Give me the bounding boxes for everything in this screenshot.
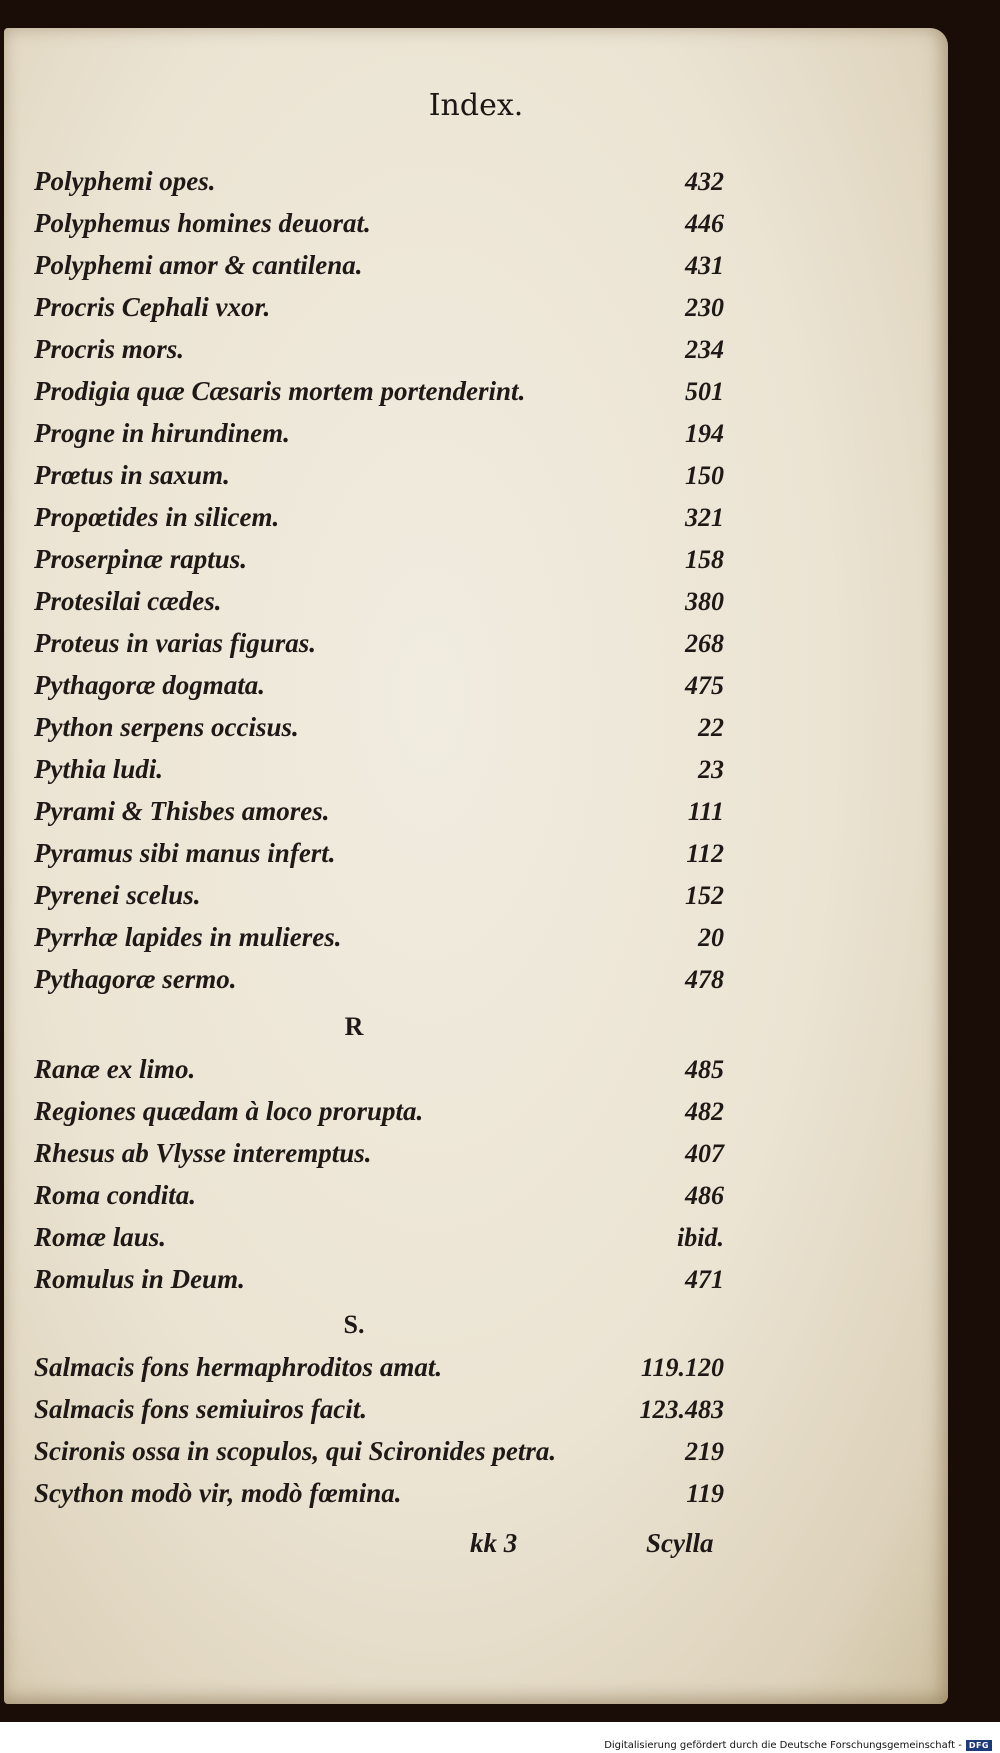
index-entry [34, 376, 724, 407]
entry-page: 471 [685, 1265, 724, 1294]
index-entry [34, 418, 724, 449]
index-entry [34, 250, 724, 281]
entry-text: Pyrami & Thisbes amores. [34, 796, 330, 826]
index-entry [34, 544, 724, 575]
credit-text: Digitalisierung gefördert durch die Deutsche Forschungsgemeinschaft - [604, 1740, 962, 1751]
index-entry [34, 712, 724, 743]
entry-text: Pyramus sibi manus infert. [34, 838, 336, 868]
index-entry [34, 1180, 724, 1211]
entry-text: Romæ laus. [34, 1222, 167, 1252]
entry-text: Salmacis fons hermaphroditos amat. [34, 1352, 443, 1382]
entry-text: Ranæ ex limo. [34, 1054, 196, 1084]
entry-text: Scython modò vir, modò fœmina. [34, 1478, 402, 1508]
entry-page: 119.120 [640, 1353, 724, 1382]
entry-page: 234 [685, 335, 724, 364]
entry-page: 482 [685, 1097, 724, 1126]
entry-text: Procris Cephali vxor. [34, 292, 271, 322]
entry-text: Proserpinæ raptus. [34, 544, 248, 574]
entry-page: 152 [685, 881, 724, 910]
book-page [4, 28, 948, 1704]
section-letter-r: R [344, 1012, 364, 1041]
entry-page: 20 [698, 923, 724, 952]
page-header: Index. [428, 88, 524, 123]
entry-text: Progne in hirundinem. [34, 418, 290, 448]
entry-text: Pythia ludi. [34, 754, 164, 784]
entry-page: 23 [698, 755, 724, 784]
entry-text: Prœtus in saxum. [34, 460, 230, 490]
entry-text: Roma condita. [34, 1180, 197, 1210]
index-entry [34, 1054, 724, 1085]
entry-page: 123.483 [639, 1395, 724, 1424]
dfg-logo: DFG [966, 1740, 992, 1751]
entry-text: Proteus in varias figuras. [34, 628, 317, 658]
index-entry [34, 1138, 724, 1169]
index-entry [34, 586, 724, 617]
entry-text: Polyphemi opes. [34, 166, 216, 196]
index-entry [34, 754, 724, 785]
index-entry [34, 292, 724, 323]
entry-text: Salmacis fons semiuiros facit. [34, 1394, 368, 1424]
index-entry [34, 1096, 724, 1127]
index-entry [34, 964, 724, 995]
entry-page: 158 [685, 545, 724, 574]
entry-page: 501 [685, 377, 724, 406]
index-entry [34, 1222, 724, 1253]
index-entry [34, 166, 724, 197]
entry-page: 194 [685, 419, 724, 448]
index-entry [34, 838, 724, 869]
entry-text: Rhesus ab Vlysse interemptus. [34, 1138, 372, 1168]
entry-text: Propœtides in silicem. [34, 502, 280, 532]
index-entry [34, 628, 724, 659]
entry-text: Romulus in Deum. [34, 1264, 245, 1294]
entry-page: 119 [686, 1479, 724, 1508]
index-entry [34, 796, 724, 827]
entry-text: Python serpens occisus. [34, 712, 299, 742]
catchword: Scylla [646, 1528, 714, 1558]
entry-text: Polyphemi amor & cantilena. [34, 250, 363, 280]
entry-text: Pythagoræ dogmata. [34, 670, 266, 700]
entry-text: Procris mors. [34, 334, 185, 364]
index-entry [34, 1394, 724, 1425]
entry-page: 446 [685, 209, 724, 238]
entry-text: Protesilai cædes. [34, 586, 222, 616]
index-entry [34, 208, 724, 239]
entry-page: 478 [685, 965, 724, 994]
index-entry [34, 922, 724, 953]
index-entry [34, 1478, 724, 1509]
section-letter-s: S. [343, 1310, 365, 1339]
entry-page: 431 [685, 251, 724, 280]
entry-text: Prodigia quæ Cæsaris mortem portenderint. [34, 376, 526, 406]
entry-page: 432 [685, 167, 724, 196]
entry-page: 475 [685, 671, 724, 700]
index-entry [34, 1436, 724, 1467]
signature-mark: kk 3 [470, 1528, 518, 1558]
entry-page: 230 [685, 293, 724, 322]
entry-page: 485 [685, 1055, 724, 1084]
digitization-credit [604, 1740, 992, 1751]
entry-page: 486 [685, 1181, 724, 1210]
entry-page: 111 [687, 797, 724, 826]
entry-page: 112 [686, 839, 724, 868]
index-entry [34, 880, 724, 911]
entry-text: Scironis ossa in scopulos, qui Scironides petra. [34, 1436, 557, 1466]
entry-page: 150 [685, 461, 724, 490]
entry-text: Pythagoræ sermo. [34, 964, 237, 994]
entry-page: 380 [685, 587, 724, 616]
entry-text: Regiones quædam à loco prorupta. [34, 1096, 424, 1126]
entry-text: Pyrrhæ lapides in mulieres. [34, 922, 342, 952]
index-entry [34, 502, 724, 533]
entry-text: Pyrenei scelus. [34, 880, 201, 910]
index-entry [34, 1352, 724, 1383]
entry-page: 321 [685, 503, 724, 532]
entry-page: 407 [685, 1139, 724, 1168]
index-entry [34, 670, 724, 701]
entry-page: ibid. [677, 1223, 724, 1252]
index-entry [34, 334, 724, 365]
index-entry [34, 1264, 724, 1295]
entry-text: Polyphemus homines deuorat. [34, 208, 371, 238]
entry-page: 219 [685, 1437, 724, 1466]
entry-page: 268 [685, 629, 724, 658]
index-entry [34, 460, 724, 491]
entry-page: 22 [698, 713, 724, 742]
